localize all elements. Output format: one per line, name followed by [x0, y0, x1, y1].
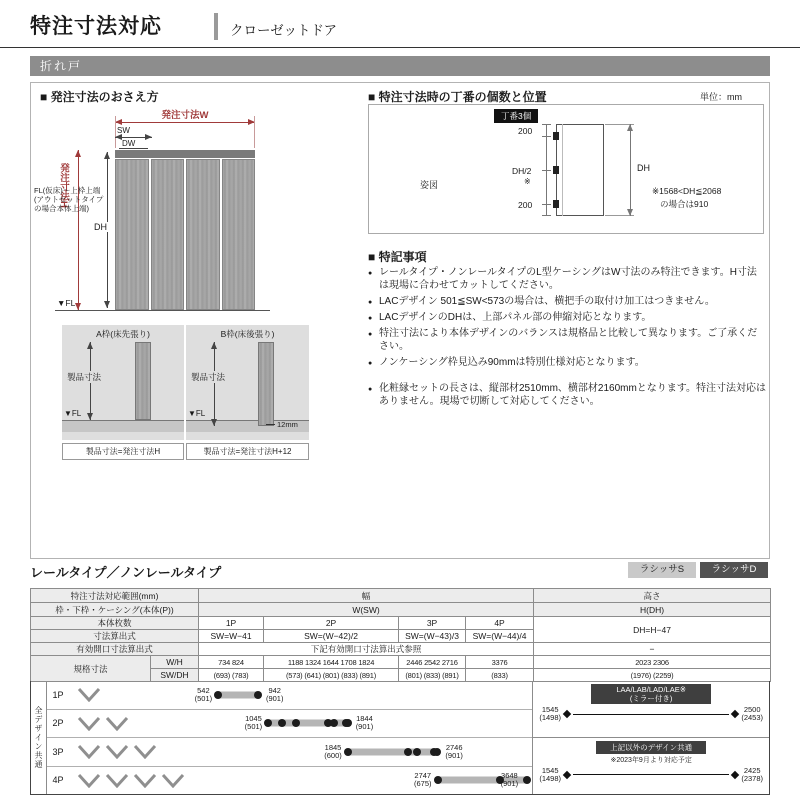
a-frame-dim-label: 製品寸法	[67, 372, 102, 382]
hinge-dim-mid-mark: ※	[524, 177, 531, 186]
folding-door-icon-1p	[69, 687, 214, 702]
b-frame-dim-arrow-bottom	[211, 419, 217, 426]
door-panel	[186, 159, 220, 310]
note-item: ● 特注寸法により本体デザインのバランスは規格品と比較して異なります。ご了承ください。	[368, 327, 766, 353]
dim-sw-arrow-right	[145, 134, 152, 140]
unit-label: 単位：mm	[700, 92, 742, 102]
floor-line	[55, 310, 270, 311]
opening-h-cell: −	[534, 643, 771, 656]
dim-h-arrow-top	[75, 150, 81, 157]
range-line	[573, 714, 729, 715]
hinge-dh-label: DH	[637, 163, 650, 173]
range-value-label: 1844 (901)	[355, 714, 374, 732]
wh-4p: 3376	[466, 656, 534, 669]
other-max-label	[741, 767, 763, 783]
a-frame-fl: ▼FL	[64, 409, 82, 418]
row-label: 1P	[52, 689, 64, 700]
all-design-label: 全デザイン共通	[33, 706, 43, 769]
row-label: 2P	[52, 718, 64, 729]
panel-count-label: 本体枚数	[31, 617, 199, 630]
mirror-height-range	[533, 681, 769, 738]
hinge-dh-arrow-top	[627, 124, 633, 131]
other-height-range	[533, 738, 769, 795]
range-dot	[254, 691, 262, 699]
other-min-label	[539, 767, 561, 783]
b-frame-dim-arrow-top	[211, 342, 217, 349]
b-frame-title: B枠(床後張り)	[220, 329, 275, 339]
range-value-label: 3648 (901)	[500, 771, 519, 789]
b-frame-panel	[258, 342, 274, 426]
range-dot	[413, 748, 421, 756]
chain-tick-3	[542, 170, 551, 171]
dim-w-line	[115, 122, 255, 123]
notes-list	[368, 266, 766, 411]
swdh-4p: (833)	[466, 669, 534, 682]
note-item: ● LACデザイン 501≦SW<573の場合は、横把手の取付け加工はつきません。	[368, 295, 766, 308]
hinge-note-1: ※1568<DH≦2068	[652, 186, 722, 196]
other-max: 2425	[743, 765, 761, 775]
range-dot	[434, 776, 442, 784]
header-rule	[0, 47, 800, 48]
dim-w-label: 発注寸法W	[161, 110, 209, 121]
range-value-label: 1045 (501)	[244, 714, 263, 732]
range-bar	[218, 691, 258, 698]
a-frame-title: A枠(床先張り)	[96, 329, 150, 339]
b-frame-offset-leader	[266, 424, 275, 425]
view-label: 姿図	[420, 180, 439, 190]
hinge-dh-arrow-bottom	[627, 209, 633, 216]
hinge-dim-top: 200	[518, 126, 533, 136]
formula-label: 寸法算出式	[31, 630, 199, 643]
chain-tick-5	[542, 215, 551, 216]
panel-3p: 3P	[399, 617, 466, 630]
tab-lasissa-s[interactable]: ラシッサS	[628, 562, 696, 578]
width-header-cell: 幅	[199, 589, 534, 603]
dim-w-arrow-left	[115, 119, 122, 125]
mirror-max-sub: (2453)	[741, 713, 764, 722]
range-diamond	[731, 770, 739, 778]
range-dot	[344, 748, 352, 756]
dim-dw-label: DW	[122, 139, 136, 148]
title-divider	[214, 13, 218, 40]
width-range-bar-zone	[194, 681, 532, 709]
width-range-rows	[47, 681, 532, 794]
range-dot	[523, 776, 531, 784]
a-frame-dim-arrow-top	[87, 342, 93, 349]
other-max-sub: (2378)	[741, 773, 764, 783]
dim-h-label: 発注寸法H	[58, 163, 69, 208]
order-heading: ■ 発注寸法のおさえ方	[40, 90, 159, 104]
other-min-sub: (1498)	[539, 773, 562, 783]
range-chart-block	[30, 681, 770, 795]
a-frame-floor	[62, 420, 184, 432]
other-min: 1545	[541, 765, 559, 775]
hinge-door-outline	[556, 124, 604, 216]
b-frame-fl: ▼FL	[188, 409, 206, 418]
hinge-mark-top	[553, 132, 559, 140]
notes-heading: ■ 特記事項	[368, 250, 427, 264]
panel-2p: 2P	[264, 617, 399, 630]
b-frame-dim-label: 製品寸法	[191, 372, 226, 382]
hinge-mark-bottom	[553, 200, 559, 208]
section-bar: 折れ戸	[30, 56, 770, 76]
mirror-max-label	[741, 706, 763, 722]
mirror-design-box	[591, 684, 711, 704]
opening-label: 有効開口寸法算出式	[31, 643, 199, 656]
range-diamond	[731, 710, 739, 718]
dim-h-line	[78, 150, 79, 310]
opening-ref-cell: 下記有効開口寸法算出式参照	[199, 643, 534, 656]
hinge-dim-bottom: 200	[518, 200, 533, 210]
mirror-min-sub: (1498)	[539, 713, 562, 722]
spec-table	[30, 588, 771, 682]
all-design-strip	[31, 681, 47, 794]
door-panel	[222, 159, 256, 310]
dim-sw-arrow-left	[115, 134, 122, 140]
range-row-1p	[47, 681, 532, 709]
b-frame-dim-line	[214, 342, 215, 426]
other-design-box: 上記以外のデザイン共通	[596, 741, 706, 754]
a-frame-dim-arrow-bottom	[87, 413, 93, 420]
width-range-bar-zone	[214, 738, 532, 766]
wh-2p: 1188 1324 1644 1708 1824	[264, 656, 399, 669]
range-value-label: 2747 (675)	[414, 771, 432, 789]
swdh-2p: (573) (641) (801) (833) (891)	[264, 669, 399, 682]
width-range-bar-zone	[214, 710, 532, 738]
note-item: ● レールタイプ・ノンレールタイプのL型ケーシングはW寸法のみ特注できます。H寸法は現場に合わせてカットしてください。	[368, 266, 766, 292]
mirror-max: 2500	[743, 705, 761, 714]
mirror-min: 1545	[541, 705, 559, 714]
hdh-cell: H(DH)	[534, 603, 771, 617]
dim-w-ext-right	[254, 116, 255, 148]
folding-door-icon-4p	[69, 773, 214, 788]
row-label: 4P	[52, 775, 64, 786]
swdh-label: SW/DH	[151, 669, 199, 682]
a-frame-panel	[135, 342, 151, 420]
swdh-h: (1976) (2259)	[534, 669, 771, 682]
other-range-line	[533, 767, 769, 783]
dim-dh-arrow-bottom	[104, 301, 110, 308]
door-elevation	[115, 150, 255, 310]
dim-h-arrow-bottom	[75, 303, 81, 310]
range-value-label: 1845 (600)	[324, 742, 342, 760]
range-value-label: 2746 (901)	[445, 742, 463, 760]
dim-h-note: FL(仮床)〜上枠上端(アウトセットタイプの場合本体上端)	[34, 186, 104, 213]
hinge-dim-mid: DH/2	[512, 166, 532, 176]
height-range-column	[532, 681, 769, 794]
height-header-cell: 高さ	[534, 589, 771, 603]
swdh-1p: (693) (783)	[199, 669, 264, 682]
range-dot	[344, 719, 352, 727]
chain-tick-2	[542, 136, 551, 137]
range-row-3p	[47, 737, 532, 766]
hinge-heading: ■ 特注寸法時の丁番の個数と位置	[368, 90, 547, 104]
folding-door-icon-2p	[69, 716, 214, 731]
b-frame-caption: 製品寸法=発注寸法H+12	[186, 443, 309, 460]
range-dot	[404, 748, 412, 756]
door-top-rail	[115, 150, 255, 158]
fl-mark: ▼FL	[57, 298, 76, 308]
range-row-4p	[47, 766, 532, 795]
page-title: 特注寸法対応	[30, 15, 162, 38]
a-frame-caption: 製品寸法=発注寸法H	[62, 443, 184, 460]
wh-1p: 734 824	[199, 656, 264, 669]
dim-dh-arrow-top	[104, 152, 110, 159]
door-panel	[115, 159, 149, 310]
dim-w-ext-left	[115, 116, 116, 148]
range-diamond	[563, 710, 571, 718]
dim-dw-line	[119, 148, 148, 149]
chain-tick-1	[542, 124, 551, 125]
note-item: ● LACデザインのDHは、上部パネル部の伸縮対応となります。	[368, 311, 766, 324]
range-row-2p	[47, 709, 532, 738]
frame-label-cell: 枠・下枠・ケーシング(本体(P))	[31, 603, 199, 617]
hinge-count-badge: 丁番3個	[494, 109, 538, 123]
formula-1p: SW=W−41	[199, 630, 264, 643]
range-dot	[214, 691, 222, 699]
wh-h: 2023 2306	[534, 656, 771, 669]
b-frame-offset-label: 12mm	[277, 420, 298, 429]
panel-1p: 1P	[199, 617, 264, 630]
height-formula-cell: DH=H−47	[534, 617, 771, 643]
chain-tick-4	[542, 204, 551, 205]
wh-label: W/H	[151, 656, 199, 669]
hinge-note-2: の場合は910	[660, 199, 709, 209]
hinge-door-inner-line	[562, 124, 563, 216]
hinge-mark-middle	[553, 166, 559, 174]
range-label-cell: 特注寸法対応範囲(mm)	[31, 589, 199, 603]
note-item: ● 化粧縁セットの長さは、縦部材2510mm、横部材2160mmとなります。特注寸法対応はありません。現場で切断して対応してください。	[368, 382, 766, 408]
range-dot	[433, 748, 441, 756]
wh-3p: 2446 2542 2716	[399, 656, 466, 669]
hinge-dh-line	[630, 124, 631, 216]
rail-heading: レールタイプ／ノンレールタイプ	[30, 565, 222, 580]
mirror-range-line	[533, 706, 769, 722]
wsw-cell: W(SW)	[199, 603, 534, 617]
formula-2p: SW=(W−42)/2	[264, 630, 399, 643]
swdh-3p: (801) (833) (891)	[399, 669, 466, 682]
range-value-label: 942 (901)	[265, 685, 284, 703]
dim-dh-label: DH	[94, 222, 107, 232]
row-label: 3P	[52, 746, 64, 757]
width-range-bar-zone	[214, 767, 532, 795]
range-diamond	[563, 770, 571, 778]
mirror-min-label	[539, 706, 561, 722]
formula-3p: SW=(W−43)/3	[399, 630, 466, 643]
standard-label: 規格寸法	[31, 656, 151, 682]
other-design-note: ※2023年9月より対応予定	[610, 756, 692, 764]
note-item: ● ノンケーシング枠見込み90mmは特別仕様対応となります。	[368, 356, 766, 369]
mirror-design-line1: LAA/LAB/LAD/LAE※	[616, 685, 686, 694]
range-line	[573, 774, 729, 775]
door-panel	[151, 159, 185, 310]
folding-door-icon-3p	[69, 744, 214, 759]
formula-4p: SW=(W−44)/4	[466, 630, 534, 643]
tab-lasissa-d[interactable]: ラシッサD	[700, 562, 768, 578]
panel-4p: 4P	[466, 617, 534, 630]
range-value-label: 542 (501)	[194, 685, 213, 703]
dim-sw-label: SW	[117, 126, 130, 135]
range-bar	[348, 748, 438, 755]
mirror-design-line2: (ミラー付き)	[629, 694, 673, 703]
page-subtitle: クローゼットドア	[230, 23, 338, 38]
